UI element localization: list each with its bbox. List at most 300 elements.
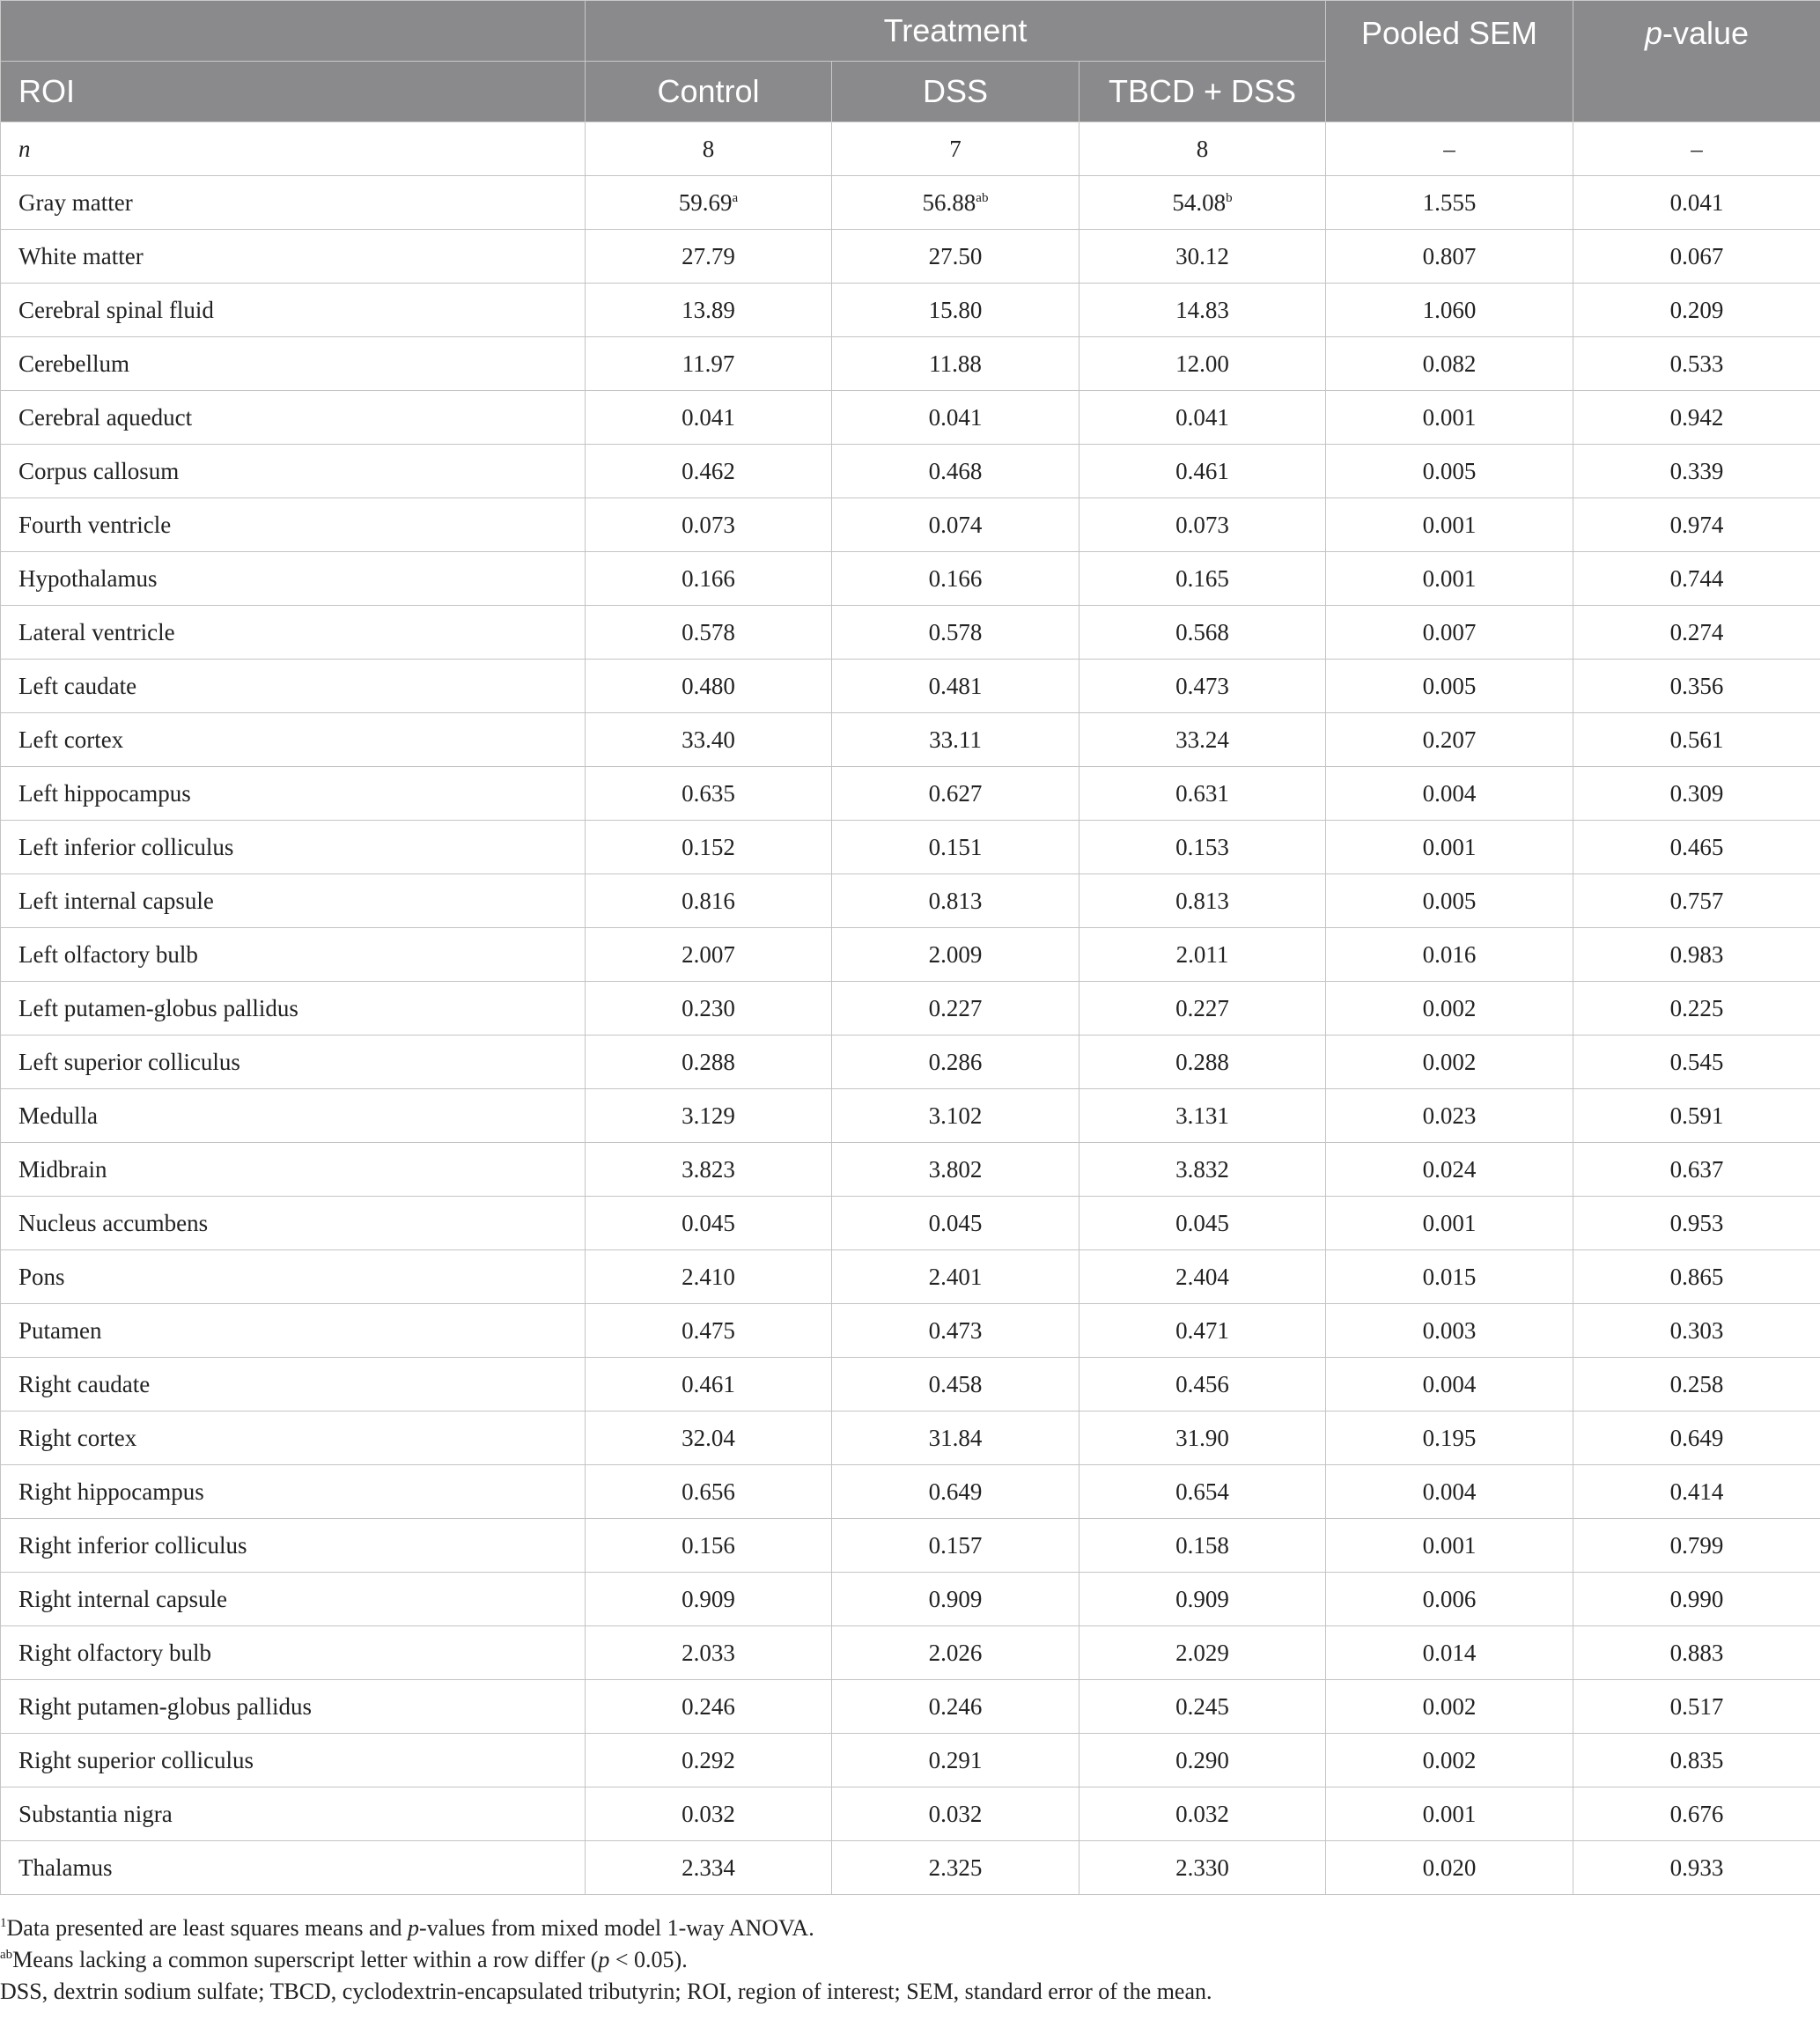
- cell-p-value: [1573, 767, 1820, 821]
- cell-roi-name: Left internal capsule: [1, 874, 586, 928]
- cell-dss: [832, 1197, 1079, 1250]
- cell-tbcd-dss: [1079, 1734, 1326, 1787]
- cell-control-value: 0.475: [682, 1316, 735, 1344]
- cell-pooled-sem-value: 0.002: [1422, 1048, 1477, 1075]
- cell-roi-name: Midbrain: [1, 1143, 586, 1197]
- cell-tbcd-dss: [1079, 1250, 1326, 1304]
- table-row: [1, 122, 1820, 176]
- cell-dss-value: 0.627: [928, 779, 983, 807]
- cell-p-value: [1573, 660, 1820, 713]
- cell-pooled-sem-value: 0.004: [1422, 779, 1477, 807]
- cell-p-value-value: 0.983: [1669, 940, 1724, 968]
- cell-roi-name: Right putamen-globus pallidus: [1, 1680, 586, 1734]
- table-row: [1, 1197, 1820, 1250]
- cell-pooled-sem: [1326, 1197, 1573, 1250]
- cell-control: [586, 713, 832, 767]
- cell-pooled-sem: [1326, 821, 1573, 874]
- table-row: [1, 606, 1820, 660]
- cell-pooled-sem-value: 0.001: [1422, 403, 1477, 431]
- cell-pooled-sem-value: 0.005: [1422, 457, 1477, 484]
- footnote-2-text-a: Means lacking a common superscript letter within a row differ (: [12, 1947, 599, 1972]
- cell-control-value: 0.578: [682, 618, 735, 645]
- cell-control-value: 11.97: [682, 350, 735, 377]
- cell-dss-value: 0.246: [928, 1692, 983, 1720]
- cell-tbcd-dss: [1079, 1412, 1326, 1465]
- cell-tbcd-dss: [1079, 445, 1326, 498]
- cell-tbcd-dss-value: 2.011: [1175, 940, 1229, 968]
- cell-dss-value: 15.80: [928, 296, 983, 323]
- cell-pooled-sem-value: 1.555: [1422, 188, 1477, 216]
- table-row: [1, 982, 1820, 1036]
- table-row: [1, 1412, 1820, 1465]
- header-dss: DSS: [832, 62, 1079, 122]
- cell-control-value: 0.230: [682, 994, 735, 1021]
- cell-control: [586, 552, 832, 606]
- header-p-rest: -value: [1662, 15, 1750, 51]
- cell-dss: [832, 1358, 1079, 1412]
- cell-p-value: [1573, 874, 1820, 928]
- header-treatment: Treatment: [586, 1, 1326, 62]
- cell-tbcd-dss-value: 0.568: [1175, 618, 1229, 645]
- cell-pooled-sem: [1326, 1089, 1573, 1143]
- cell-tbcd-dss: [1079, 606, 1326, 660]
- cell-p-value: [1573, 1734, 1820, 1787]
- cell-tbcd-dss: [1079, 1036, 1326, 1089]
- table-row: [1, 1465, 1820, 1519]
- cell-roi-name: Lateral ventricle: [1, 606, 586, 660]
- cell-control-value: 2.033: [682, 1639, 735, 1666]
- cell-pooled-sem: [1326, 1250, 1573, 1304]
- cell-roi-name: Gray matter: [1, 176, 586, 230]
- cell-dss-value: 0.032: [928, 1800, 983, 1827]
- cell-tbcd-dss: [1079, 552, 1326, 606]
- cell-control: [586, 1841, 832, 1895]
- cell-p-value-value: 0.974: [1669, 511, 1724, 538]
- cell-dss: [832, 1036, 1079, 1089]
- cell-p-value: [1573, 122, 1820, 176]
- cell-p-value-value: 0.883: [1669, 1639, 1724, 1666]
- cell-dss-value: 0.481: [928, 672, 983, 699]
- cell-pooled-sem: [1326, 498, 1573, 552]
- cell-pooled-sem: [1326, 1036, 1573, 1089]
- cell-dss-value: 56.88: [922, 188, 976, 216]
- cell-tbcd-dss: [1079, 122, 1326, 176]
- table-row: [1, 1143, 1820, 1197]
- cell-pooled-sem: [1326, 713, 1573, 767]
- cell-p-value: [1573, 391, 1820, 445]
- cell-dss: [832, 767, 1079, 821]
- cell-dss: [832, 713, 1079, 767]
- cell-tbcd-dss: [1079, 767, 1326, 821]
- header-control: Control: [586, 62, 832, 122]
- cell-pooled-sem-value: 0.005: [1422, 887, 1477, 914]
- table-row: [1, 1089, 1820, 1143]
- table-row: [1, 821, 1820, 874]
- cell-p-value-value: 0.309: [1669, 779, 1724, 807]
- cell-pooled-sem: [1326, 1143, 1573, 1197]
- table-row: [1, 498, 1820, 552]
- cell-p-value-value: 0.258: [1669, 1370, 1724, 1397]
- cell-p-value: [1573, 1358, 1820, 1412]
- cell-p-value: [1573, 713, 1820, 767]
- cell-dss: [832, 391, 1079, 445]
- cell-dss-value: 0.157: [928, 1531, 983, 1559]
- cell-roi-name: Left inferior colliculus: [1, 821, 586, 874]
- cell-pooled-sem: [1326, 1626, 1573, 1680]
- cell-control-value: 0.656: [682, 1478, 735, 1505]
- cell-dss: [832, 1680, 1079, 1734]
- cell-tbcd-dss-value: 0.461: [1175, 457, 1229, 484]
- cell-roi-name: Right internal capsule: [1, 1573, 586, 1626]
- cell-control-value: 27.79: [682, 242, 735, 269]
- cell-dss: [832, 1787, 1079, 1841]
- cell-pooled-sem-value: 0.007: [1422, 618, 1477, 645]
- cell-p-value: [1573, 552, 1820, 606]
- cell-roi-name: Right inferior colliculus: [1, 1519, 586, 1573]
- cell-dss-value: 0.151: [928, 833, 983, 860]
- cell-tbcd-dss-value: 12.00: [1175, 350, 1229, 377]
- cell-control-value: 3.823: [682, 1155, 735, 1183]
- cell-tbcd-dss: [1079, 1626, 1326, 1680]
- cell-control: [586, 1626, 832, 1680]
- cell-control-value: 0.152: [682, 833, 735, 860]
- cell-tbcd-dss: [1079, 391, 1326, 445]
- cell-tbcd-dss-superscript: b: [1226, 190, 1233, 205]
- table-row: [1, 1841, 1820, 1895]
- cell-roi-name: n: [1, 122, 586, 176]
- cell-tbcd-dss: [1079, 176, 1326, 230]
- cell-control-value: 0.816: [682, 887, 735, 914]
- cell-dss: [832, 1465, 1079, 1519]
- cell-dss: [832, 1250, 1079, 1304]
- table-row: [1, 1036, 1820, 1089]
- cell-pooled-sem: [1326, 122, 1573, 176]
- cell-pooled-sem: [1326, 337, 1573, 391]
- cell-control: [586, 1412, 832, 1465]
- cell-p-value: [1573, 1304, 1820, 1358]
- cell-pooled-sem: [1326, 660, 1573, 713]
- cell-control-value: 0.246: [682, 1692, 735, 1720]
- cell-p-value-value: 0.225: [1669, 994, 1724, 1021]
- cell-tbcd-dss: [1079, 284, 1326, 337]
- cell-pooled-sem-value: 0.003: [1422, 1316, 1477, 1344]
- cell-control: [586, 284, 832, 337]
- cell-tbcd-dss-value: 0.045: [1175, 1209, 1229, 1236]
- cell-p-value-value: 0.933: [1669, 1854, 1724, 1881]
- cell-pooled-sem-value: 0.005: [1422, 672, 1477, 699]
- table-row: [1, 928, 1820, 982]
- table-row: [1, 445, 1820, 498]
- cell-pooled-sem: [1326, 1787, 1573, 1841]
- table-header: [1, 1, 1820, 122]
- cell-roi-name: Right superior colliculus: [1, 1734, 586, 1787]
- cell-roi-name: Left cortex: [1, 713, 586, 767]
- cell-roi-name: Cerebral spinal fluid: [1, 284, 586, 337]
- cell-dss: [832, 552, 1079, 606]
- cell-dss: [832, 660, 1079, 713]
- table-row: [1, 1250, 1820, 1304]
- cell-control-value: 8: [702, 135, 715, 162]
- cell-control: [586, 1734, 832, 1787]
- cell-roi-name: Right cortex: [1, 1412, 586, 1465]
- table-body: [1, 122, 1820, 1895]
- cell-dss: [832, 1519, 1079, 1573]
- cell-dss-value: 0.473: [928, 1316, 983, 1344]
- cell-roi-name: White matter: [1, 230, 586, 284]
- cell-pooled-sem-value: 0.082: [1422, 350, 1477, 377]
- cell-p-value: [1573, 928, 1820, 982]
- cell-control: [586, 176, 832, 230]
- table-row: [1, 391, 1820, 445]
- cell-control: [586, 1358, 832, 1412]
- cell-tbcd-dss-value: 0.473: [1175, 672, 1229, 699]
- footnote-1-marker: 1: [0, 1916, 7, 1930]
- cell-p-value: [1573, 606, 1820, 660]
- cell-control: [586, 337, 832, 391]
- cell-tbcd-dss-value: 2.404: [1175, 1263, 1229, 1290]
- cell-dss: [832, 1089, 1079, 1143]
- header-corner-cell: [1, 1, 586, 62]
- table-row: [1, 230, 1820, 284]
- cell-control: [586, 1250, 832, 1304]
- footnote-3: DSS, dextrin sodium sulfate; TBCD, cyclodextrin-encapsulated tributyrin; ROI, region of interest; SEM, standard error of the mean.: [0, 1979, 1212, 2004]
- cell-dss-value: 2.401: [928, 1263, 983, 1290]
- cell-control-value: 33.40: [682, 726, 735, 753]
- cell-pooled-sem: [1326, 982, 1573, 1036]
- cell-p-value-value: 0.649: [1669, 1424, 1724, 1451]
- cell-dss: [832, 982, 1079, 1036]
- table-row: [1, 1680, 1820, 1734]
- cell-p-value: [1573, 176, 1820, 230]
- cell-control: [586, 874, 832, 928]
- cell-roi-name: Fourth ventricle: [1, 498, 586, 552]
- footnote-2-marker: ab: [0, 1948, 13, 1962]
- cell-pooled-sem-value: 0.001: [1422, 1209, 1477, 1236]
- cell-control: [586, 1519, 832, 1573]
- cell-dss-value: 31.84: [928, 1424, 983, 1451]
- cell-p-value-value: 0.274: [1669, 618, 1724, 645]
- cell-dss: [832, 1734, 1079, 1787]
- cell-pooled-sem-value: 0.807: [1422, 242, 1477, 269]
- cell-dss-value: 11.88: [929, 350, 982, 377]
- cell-tbcd-dss-value: 31.90: [1175, 1424, 1229, 1451]
- cell-dss-value: 3.802: [928, 1155, 983, 1183]
- footnote-1-italic: p: [408, 1915, 420, 1941]
- table-row: [1, 660, 1820, 713]
- footnote-1-text-a: Data presented are least squares means and: [6, 1915, 409, 1941]
- cell-tbcd-dss-value: 0.631: [1175, 779, 1229, 807]
- cell-pooled-sem-value: 0.020: [1422, 1854, 1477, 1881]
- cell-pooled-sem-value: 0.001: [1422, 564, 1477, 592]
- cell-pooled-sem-value: –: [1443, 135, 1455, 162]
- cell-tbcd-dss: [1079, 337, 1326, 391]
- cell-pooled-sem: [1326, 874, 1573, 928]
- cell-roi-name: Nucleus accumbens: [1, 1197, 586, 1250]
- cell-p-value-value: 0.465: [1669, 833, 1724, 860]
- cell-control: [586, 1143, 832, 1197]
- cell-tbcd-dss: [1079, 1304, 1326, 1358]
- header-p-value: [1573, 1, 1820, 122]
- cell-dss: [832, 1841, 1079, 1895]
- cell-tbcd-dss: [1079, 1680, 1326, 1734]
- cell-control-value: 0.462: [682, 457, 735, 484]
- cell-dss-value: 0.468: [928, 457, 983, 484]
- cell-p-value-value: 0.517: [1669, 1692, 1724, 1720]
- cell-pooled-sem: [1326, 928, 1573, 982]
- cell-pooled-sem-value: 0.001: [1422, 511, 1477, 538]
- cell-control: [586, 1573, 832, 1626]
- cell-roi-name: Cerebellum: [1, 337, 586, 391]
- cell-control-value: 0.045: [682, 1209, 735, 1236]
- cell-p-value-value: 0.744: [1669, 564, 1724, 592]
- cell-p-value: [1573, 1519, 1820, 1573]
- cell-p-value-value: 0.303: [1669, 1316, 1724, 1344]
- cell-tbcd-dss-value: 3.832: [1175, 1155, 1229, 1183]
- cell-p-value-value: 0.591: [1669, 1102, 1724, 1129]
- cell-tbcd-dss: [1079, 1089, 1326, 1143]
- cell-tbcd-dss-value: 8: [1196, 135, 1209, 162]
- cell-dss: [832, 230, 1079, 284]
- cell-tbcd-dss-value: 0.654: [1175, 1478, 1229, 1505]
- cell-dss: [832, 1143, 1079, 1197]
- cell-roi-name: Pons: [1, 1250, 586, 1304]
- cell-control-value: 0.156: [682, 1531, 735, 1559]
- cell-pooled-sem: [1326, 391, 1573, 445]
- cell-tbcd-dss-value: 54.08: [1172, 188, 1227, 216]
- table-row: [1, 1626, 1820, 1680]
- cell-control: [586, 1465, 832, 1519]
- cell-roi-name: Substantia nigra: [1, 1787, 586, 1841]
- table-row: [1, 1787, 1820, 1841]
- cell-dss-value: 0.813: [928, 887, 983, 914]
- cell-dss-value: 0.291: [928, 1746, 983, 1773]
- cell-tbcd-dss-value: 0.158: [1175, 1531, 1229, 1559]
- header-pooled-sem: Pooled SEM: [1326, 1, 1573, 122]
- cell-roi-name: Thalamus: [1, 1841, 586, 1895]
- cell-p-value-value: 0.835: [1669, 1746, 1724, 1773]
- cell-control-value: 0.480: [682, 672, 735, 699]
- cell-dss: [832, 1573, 1079, 1626]
- cell-pooled-sem: [1326, 1680, 1573, 1734]
- cell-p-value: [1573, 230, 1820, 284]
- cell-p-value-value: 0.676: [1669, 1800, 1724, 1827]
- cell-pooled-sem-value: 0.015: [1422, 1263, 1477, 1290]
- cell-dss-value: 0.045: [928, 1209, 983, 1236]
- cell-control: [586, 821, 832, 874]
- cell-tbcd-dss: [1079, 230, 1326, 284]
- table-row: [1, 874, 1820, 928]
- cell-control-value: 3.129: [682, 1102, 735, 1129]
- cell-tbcd-dss: [1079, 821, 1326, 874]
- cell-pooled-sem-value: 0.024: [1422, 1155, 1477, 1183]
- cell-roi-name: Cerebral aqueduct: [1, 391, 586, 445]
- footnote-1-text-b: -values from mixed model 1-way ANOVA.: [419, 1915, 814, 1941]
- cell-dss-value: 27.50: [928, 242, 983, 269]
- cell-control: [586, 660, 832, 713]
- cell-control: [586, 1304, 832, 1358]
- cell-p-value: [1573, 1197, 1820, 1250]
- cell-p-value-value: 0.757: [1669, 887, 1724, 914]
- cell-tbcd-dss: [1079, 713, 1326, 767]
- cell-control: [586, 1036, 832, 1089]
- cell-pooled-sem: [1326, 1519, 1573, 1573]
- cell-p-value: [1573, 1841, 1820, 1895]
- cell-tbcd-dss-value: 0.288: [1175, 1048, 1229, 1075]
- cell-pooled-sem-value: 0.001: [1422, 1800, 1477, 1827]
- cell-p-value: [1573, 1036, 1820, 1089]
- cell-roi-name: Left hippocampus: [1, 767, 586, 821]
- cell-tbcd-dss: [1079, 1841, 1326, 1895]
- cell-pooled-sem-value: 0.014: [1422, 1639, 1477, 1666]
- cell-dss-value: 0.286: [928, 1048, 983, 1075]
- cell-dss-value: 0.227: [928, 994, 983, 1021]
- cell-tbcd-dss-value: 0.032: [1175, 1800, 1229, 1827]
- cell-control-value: 2.410: [682, 1263, 735, 1290]
- table-row: [1, 1734, 1820, 1787]
- cell-p-value: [1573, 445, 1820, 498]
- cell-control-value: 0.292: [682, 1746, 735, 1773]
- cell-tbcd-dss-value: 14.83: [1175, 296, 1229, 323]
- cell-p-value-value: 0.067: [1669, 242, 1724, 269]
- cell-p-value-value: 0.041: [1669, 188, 1724, 216]
- cell-tbcd-dss-value: 0.813: [1175, 887, 1229, 914]
- cell-tbcd-dss: [1079, 660, 1326, 713]
- cell-tbcd-dss-value: 0.909: [1175, 1585, 1229, 1612]
- table-row: [1, 1304, 1820, 1358]
- table-row: [1, 1519, 1820, 1573]
- cell-dss: [832, 337, 1079, 391]
- cell-tbcd-dss-value: 33.24: [1175, 726, 1229, 753]
- cell-dss-value: 0.458: [928, 1370, 983, 1397]
- cell-p-value: [1573, 1250, 1820, 1304]
- cell-dss-superscript: ab: [976, 190, 989, 205]
- footnote-2: [0, 1944, 1820, 1976]
- cell-control-value: 0.041: [682, 403, 735, 431]
- cell-pooled-sem: [1326, 1734, 1573, 1787]
- cell-pooled-sem: [1326, 176, 1573, 230]
- table-row: [1, 176, 1820, 230]
- table-row: [1, 713, 1820, 767]
- cell-control: [586, 1680, 832, 1734]
- cell-p-value-value: 0.865: [1669, 1263, 1724, 1290]
- cell-control-value: 0.909: [682, 1585, 735, 1612]
- cell-control: [586, 391, 832, 445]
- cell-p-value: [1573, 1412, 1820, 1465]
- cell-dss: [832, 874, 1079, 928]
- cell-control-value: 0.032: [682, 1800, 735, 1827]
- cell-tbcd-dss: [1079, 1143, 1326, 1197]
- cell-pooled-sem-value: 0.001: [1422, 833, 1477, 860]
- cell-pooled-sem: [1326, 1573, 1573, 1626]
- cell-tbcd-dss: [1079, 928, 1326, 982]
- cell-dss-value: 0.074: [928, 511, 983, 538]
- cell-control-superscript: a: [732, 190, 739, 205]
- cell-tbcd-dss-value: 0.153: [1175, 833, 1229, 860]
- cell-tbcd-dss: [1079, 1358, 1326, 1412]
- header-row-1: [1, 1, 1820, 62]
- cell-pooled-sem-value: 0.002: [1422, 1746, 1477, 1773]
- cell-dss: [832, 1626, 1079, 1680]
- cell-pooled-sem-value: 0.016: [1422, 940, 1477, 968]
- cell-tbcd-dss: [1079, 498, 1326, 552]
- cell-roi-name: Putamen: [1, 1304, 586, 1358]
- cell-tbcd-dss-value: 2.330: [1175, 1854, 1229, 1881]
- cell-p-value-value: 0.561: [1669, 726, 1724, 753]
- cell-roi-name: Right olfactory bulb: [1, 1626, 586, 1680]
- cell-dss-value: 2.009: [928, 940, 983, 968]
- cell-control: [586, 230, 832, 284]
- cell-tbcd-dss: [1079, 1573, 1326, 1626]
